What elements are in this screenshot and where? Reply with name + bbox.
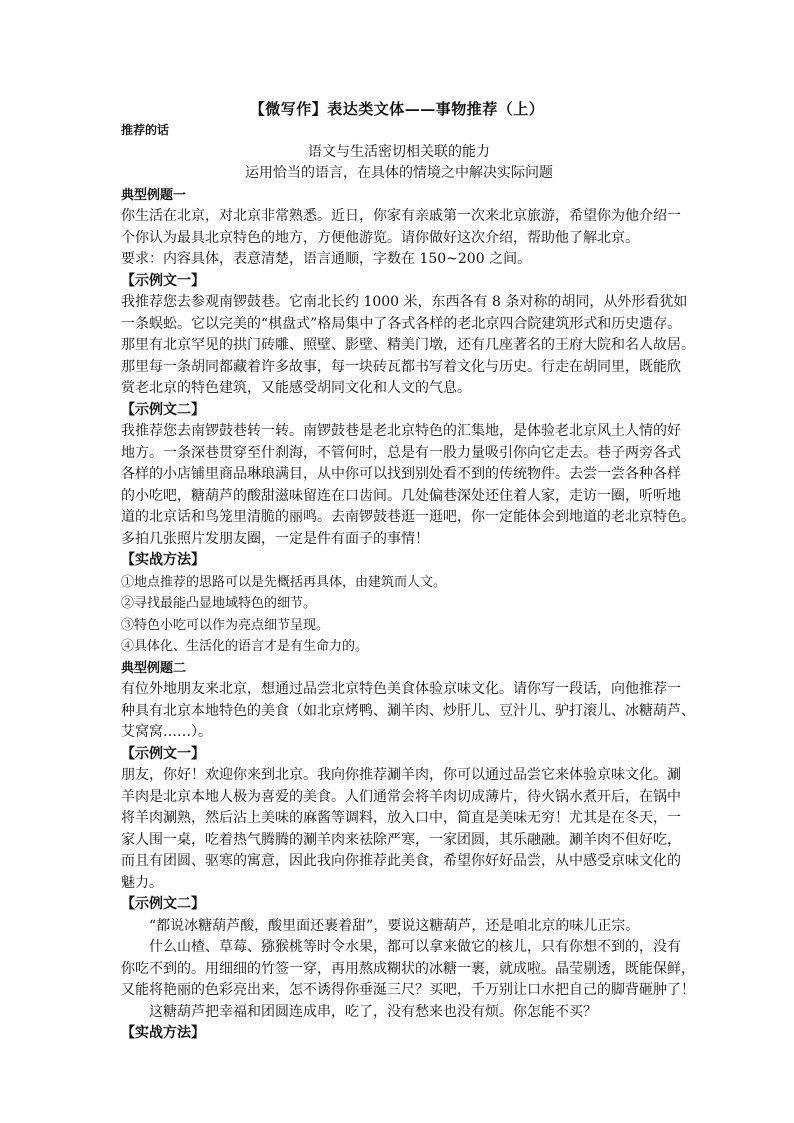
example2-prompt-line: 有位外地朋友来北京，想通过品尝北京特色美食体验京味文化。请你写一段话，向他推荐一	[121, 681, 681, 697]
example1-sample2-line: 的小吃吧，糖葫芦的酸甜滋味留连在口齿间。几处偏巷深处还住着人家，走访一圈，听听地	[121, 487, 681, 504]
example2-sample2-line: 什么山楂、草莓、猕猴桃等时令水果，都可以拿来做它的核儿，只有你想不到的，没有	[149, 939, 681, 955]
example1-method-item: ③特色小吃可以作为亮点细节呈现。	[121, 617, 330, 633]
example2-sample1-line: 魅力。	[121, 874, 163, 891]
example1-method-item: ④具体化、生活化的语言才是有生命力的。	[121, 639, 369, 654]
example1-sample1-line: 我推荐您去参观南锣鼓巷。它南北长约 1000 米，东西各有 8 条对称的胡同，从外形看犹如	[121, 294, 688, 310]
example2-sample2-line: 这糖葫芦把幸福和团圆连成串，吃了，没有愁来也没有烦。你怎能不买？	[149, 1003, 597, 1020]
example1-prompt-line: 你生活在北京，对北京非常熟悉。近日，你家有亲戚第一次来北京旅游，希望你为他介绍一	[121, 208, 681, 224]
example1-sample2-label: 【示例文二】	[121, 401, 205, 418]
example1-method-item: ②寻找最能凸显地域特色的细节。	[121, 596, 317, 611]
example2-prompt-line: 种具有北京本地特色的美食（如北京烤鸭、涮羊肉、炒肝儿、豆汁儿、驴打滚儿、冰糖葫芦、	[121, 702, 695, 719]
example2-heading: 典型例题二	[121, 660, 187, 676]
page-title: 【微写作】表达类文体——事物推荐（上）	[249, 100, 545, 118]
motto-line: 运用恰当的语言，在具体的情境之中解决实际问题	[245, 165, 553, 181]
example1-sample2-line: 道的北京话和鸟笼里清脆的丽鸣。去南锣鼓巷逛一逛吧，你一定能体会到地道的老北京特色。	[121, 509, 695, 525]
example2-prompt-line: 艾窝窝……）。	[121, 724, 212, 740]
example1-sample2-line: 地方。一条深巷贯穿至什刹海，不管何时，总是有一股力量吸引你向它走去。巷子两旁各式	[121, 444, 681, 461]
example2-sample1-line: 将羊肉涮熟，然后沾上美味的麻酱等调料，放入口中，简直是美味无穷！尤其是在冬天，一	[121, 810, 681, 826]
example2-sample1-line: 家人围一桌，吃着热气腾腾的涮羊肉来祛除严寒，一家团圆，其乐融融。涮羊肉不但好吃，	[121, 831, 681, 848]
example1-prompt-line: 要求：内容具体，表意清楚，语言通顺，字数在 150~200 之间。	[121, 251, 532, 267]
recommend-label: 推荐的话	[121, 123, 170, 137]
example1-sample2-line: 我推荐您去南锣鼓巷转一转。南锣鼓巷是老北京特色的汇集地，是体验老北京风土人情的好	[121, 423, 681, 439]
example1-sample1-label: 【示例文一】	[121, 272, 205, 289]
example1-sample1-line: 一条蜈蚣。它以完美的“棋盘式”格局集中了各式各样的老北京四合院建筑形式和历史遗存。	[121, 315, 682, 332]
example2-method-label: 【实战方法】	[121, 1025, 205, 1041]
example1-sample2-line: 多拍几张照片发朋友圈，一定是件有面子的事情！	[121, 530, 429, 547]
example2-sample2-line: “都说冰糖葫芦酸，酸里面还裹着甜”，要说这糖葫芦，还是咱北京的味儿正宗。	[149, 917, 640, 934]
example1-sample2-line: 各样的小店铺里商品琳琅满目，从中你可以找到别处看不到的传统物件。去尝一尝各种各样	[121, 466, 681, 482]
example2-sample2-label: 【示例文二】	[121, 896, 205, 912]
example1-prompt-line: 个你认为最具北京特色的地方，方便他游览。请你做好这次介绍，帮助他了解北京。	[121, 229, 639, 246]
example2-sample1-line: 羊肉是北京本地人极为喜爱的美食。人们通常会将羊肉切成薄片，待火锅水煮开后，在锅中	[121, 788, 681, 805]
example1-method-item: ①地点推荐的思路可以是先概括再具体，由建筑而人文。	[121, 574, 447, 590]
example1-sample1-line: 赏老北京的特色建筑，又能感受胡同文化和人文的气息。	[121, 380, 471, 396]
example1-sample1-line: 那里有北京罕见的拱门砖雕、照壁、影壁、精美门墩，还有几座著名的王府大院和名人故居。	[121, 337, 695, 353]
example1-heading: 典型例题一	[121, 187, 187, 203]
document-body	[121, 120, 695, 1045]
example2-sample1-line: 而且有团圆、驱寒的寓意，因此我向你推荐此美食，希望你好好品尝，从中感受京味文化的	[121, 853, 681, 869]
motto-line: 语文与生活密切相关联的能力	[308, 143, 490, 160]
example1-sample1-line: 那里每一条胡同都藏着许多故事，每一块砖瓦都书写着文化与历史。行走在胡同里，既能欣	[121, 358, 681, 375]
example2-sample2-line: 又能将艳丽的色彩亮出来，怎不诱得你垂涎三尺？买吧，千万别让口水把自己的脚背砸肿了！	[121, 982, 695, 998]
example2-sample1-label: 【示例文一】	[121, 745, 205, 762]
example2-sample2-line: 你吃不到的。用细细的竹签一穿，再用熬成糊状的冰糖一裹，就成啦。晶莹剔透，既能保鲜，	[121, 960, 695, 977]
example1-method-label: 【实战方法】	[121, 552, 205, 568]
example2-sample1-line: 朋友，你好！欢迎你来到北京。我向你推荐涮羊肉，你可以通过品尝它来体验京味文化。涮	[121, 767, 681, 783]
